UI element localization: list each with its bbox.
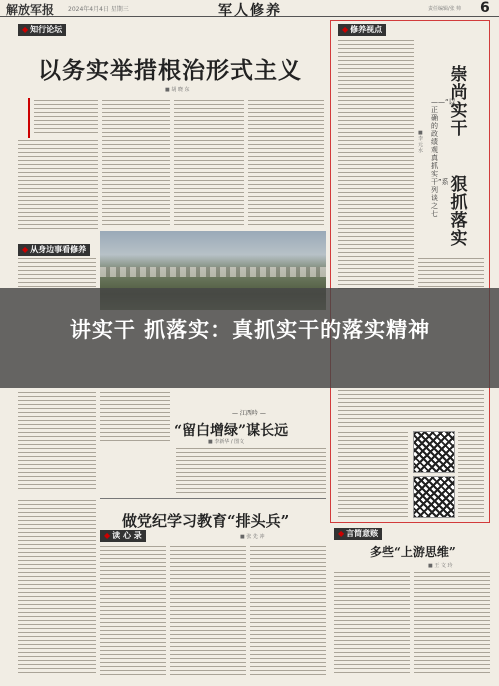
series-tag: — 江西吟 — bbox=[232, 410, 266, 417]
diamond-icon: ◆ bbox=[22, 245, 29, 254]
diamond-icon: ◆ bbox=[342, 25, 349, 34]
qr-code-2[interactable] bbox=[413, 476, 455, 518]
article-text-col3 bbox=[174, 100, 244, 225]
diamond-icon: ◆ bbox=[104, 531, 111, 540]
featured-title-part2: 狠抓落实 bbox=[450, 175, 468, 249]
upstream-text-col1 bbox=[334, 572, 410, 676]
qr-code-1[interactable] bbox=[413, 431, 455, 473]
headline-upstream: 多些“上游思维” bbox=[370, 545, 456, 559]
section-divider bbox=[100, 498, 326, 499]
party-text-col3 bbox=[250, 546, 326, 676]
lead-accent-bar bbox=[28, 98, 30, 138]
headline-leave-green: “留白增绿”谋长远 bbox=[174, 423, 289, 439]
party-text-col1 bbox=[100, 546, 166, 676]
article-text-col1 bbox=[18, 140, 98, 232]
article-text-col4 bbox=[248, 100, 324, 225]
featured-text-lower bbox=[338, 390, 484, 430]
headline-party-discipline: 做党纪学习教育“排头兵” bbox=[122, 512, 290, 530]
article-text-left-bottom bbox=[18, 500, 96, 676]
upstream-text-col2 bbox=[414, 572, 490, 676]
featured-text-bottom bbox=[338, 432, 408, 517]
byline-leave-green: ■ 李新华 / 图文 bbox=[208, 439, 245, 445]
masthead bbox=[0, 0, 499, 17]
poem-text-right bbox=[176, 448, 326, 494]
qr-caption-text bbox=[458, 432, 484, 517]
byline-formalism: ■ 胡 晓 东 bbox=[165, 87, 190, 93]
overlay-caption: 讲实干 抓落实：真抓实干的落实精神 bbox=[69, 318, 431, 342]
article-text-col2 bbox=[102, 100, 170, 225]
issue-date: 2024年4月4日 星期三 bbox=[68, 6, 129, 13]
article-text-left-lower bbox=[18, 392, 96, 492]
featured-author: ■ 李 元 水 bbox=[418, 130, 424, 154]
diamond-icon: ◆ bbox=[338, 529, 345, 538]
featured-text-col1 bbox=[338, 40, 414, 290]
lead-paragraph bbox=[34, 100, 98, 136]
page-number: 6 bbox=[480, 0, 490, 16]
column-tag-yanjian: ◆ 言简意赅 bbox=[334, 528, 382, 540]
featured-subtitle: ——“以正确的政绩观真抓实干”系列谈之七 bbox=[431, 98, 456, 218]
diamond-icon: ◆ bbox=[22, 25, 29, 34]
editor-credit: 责任编辑/张 帅 bbox=[428, 6, 462, 12]
paper-name: 解放军报 bbox=[6, 3, 55, 17]
headline-formalism: 以务实举措根治形式主义 bbox=[38, 57, 302, 84]
section-title: 军人修养 bbox=[218, 3, 282, 19]
column-tag-shenbian: ◆ 从身边事看修养 bbox=[18, 244, 90, 256]
column-tag-duxin: ◆ 读 心 录 bbox=[100, 530, 146, 542]
featured-text-col2 bbox=[418, 258, 484, 288]
column-tag-xiuyang: ◆ 修养视点 bbox=[338, 24, 386, 36]
byline-party-discipline: ■ 张 先 冲 bbox=[240, 534, 265, 540]
column-tag-zhixing: ◆ 知行论坛 bbox=[18, 24, 66, 36]
party-text-col2 bbox=[170, 546, 246, 676]
byline-upstream: ■ 王 文 玲 bbox=[428, 563, 453, 569]
article-text-left-mid bbox=[18, 258, 96, 288]
featured-title-part1: 崇尚实干 bbox=[450, 65, 468, 139]
poem-text-left bbox=[100, 392, 170, 442]
